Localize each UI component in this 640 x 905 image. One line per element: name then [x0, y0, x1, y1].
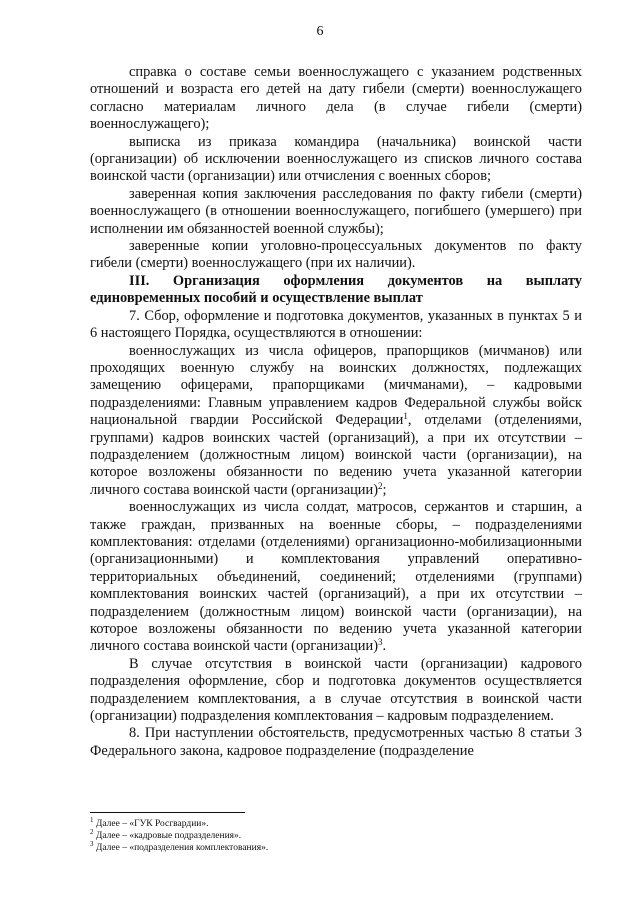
paragraph-soldiers-text: военнослужащих из числа солдат, матросов, сержантов и старшин, а также граждан, призванных на военные сборы, – подразделениями комплектования: отделами (отделениями) организационно-мобилизационными (организационными) и комплектования управлений оперативно-территориальных объединений, соединений; отделениями (группами) комплектования воинских частей (организаций), а при их отсутствии – подразделением (должностным лицом) воинской части (организации), на которое возложены обязанности по ведению учета указанной категории личного состава воинской части (организации) [90, 499, 582, 655]
paragraph-7: 7. Сбор, оформление и подготовка документов, указанных в пунктах 5 и 6 настоящего Порядка, осуществляются в отношении: [90, 307, 582, 342]
footnote-2 [90, 830, 570, 842]
footnote-mark: 3 [90, 840, 94, 849]
paragraph-officers [90, 343, 582, 500]
paragraph-officers-part-b: , отделами (отделениями, группами) кадров воинских частей (организаций), а при их отсутствии – подразделением (должностным лицом) воинской части (организации), на которое возложены обязанности по ведению учета указанной категории личного состава воинской части (организации) [90, 412, 582, 498]
footnote-separator [90, 812, 245, 813]
paragraph-family-certificate: справка о составе семьи военнослужащего с указанием родственных отношений и возраста его детей на дату гибели (смерти) военнослужащего согласно материалам личного дела (в случае гибели (смерти) военнослужащего); [90, 64, 582, 133]
footnote-text: Далее – «подразделения комплектования». [93, 843, 269, 854]
footnote-text: Далее – «ГУК Росгвардии». [93, 819, 209, 829]
paragraph-investigation-copy: заверенная копия заключения расследования по факту гибели (смерти) военнослужащего (в отношении военнослужащего, погибшего (умершего) при исполнении им обязанностей военной службы); [90, 185, 582, 237]
paragraph-order-extract: выписка из приказа командира (начальника) воинской части (организации) об исключении военнослужащего из списков личного состава воинской части (организации) или отчисления с военных сборов; [90, 133, 582, 185]
paragraph-officers-end: ; [382, 481, 387, 498]
paragraph-8: 8. При наступлении обстоятельств, предусмотренных частью 8 статьи 3 Федерального закона, кадровое подразделение (подразделение [90, 725, 582, 759]
footnotes [90, 818, 570, 855]
footnote-ref-2: 2 [378, 480, 383, 491]
paragraph-criminal-docs: заверенные копии уголовно-процессуальных документов по факту гибели (смерти) военнослужащего (при их наличии). [90, 238, 582, 272]
footnote-3 [90, 842, 570, 854]
paragraph-soldiers [90, 499, 582, 656]
paragraph-absence: В случае отсутствия в воинской части (организации) кадрового подразделения оформление, сбор и подготовка документов осуществляется подразделением комплектования, а в случае отсутствия в воинской части (организации) подразделения комплектования – кадровым подразделением. [90, 655, 582, 725]
footnote-mark: 1 [90, 816, 94, 824]
page-number: 6 [316, 24, 324, 39]
document-body [90, 64, 582, 760]
footnote-text: Далее – «кадровые подразделения». [93, 831, 242, 842]
paragraph-soldiers-end: . [382, 638, 387, 655]
footnote-ref-3: 3 [378, 637, 383, 648]
footnote-mark: 2 [90, 828, 94, 837]
footnote-ref-1: 1 [403, 411, 408, 422]
footnote-1 [90, 818, 570, 830]
section-heading: III. Организация оформления документов на выплату единовременных пособий и осуществление выплат [90, 272, 582, 307]
paragraph-officers-part-a: военнослужащих из числа офицеров, прапорщиков (мичманов) или проходящих военную службу на воинских должностях, подлежащих замещению офицерами, прапорщиками (мичманами), – кадровыми подразделениями: Главным управлением кадров Федеральной службы войск национальной гвардии Российской Федерации [90, 342, 582, 429]
